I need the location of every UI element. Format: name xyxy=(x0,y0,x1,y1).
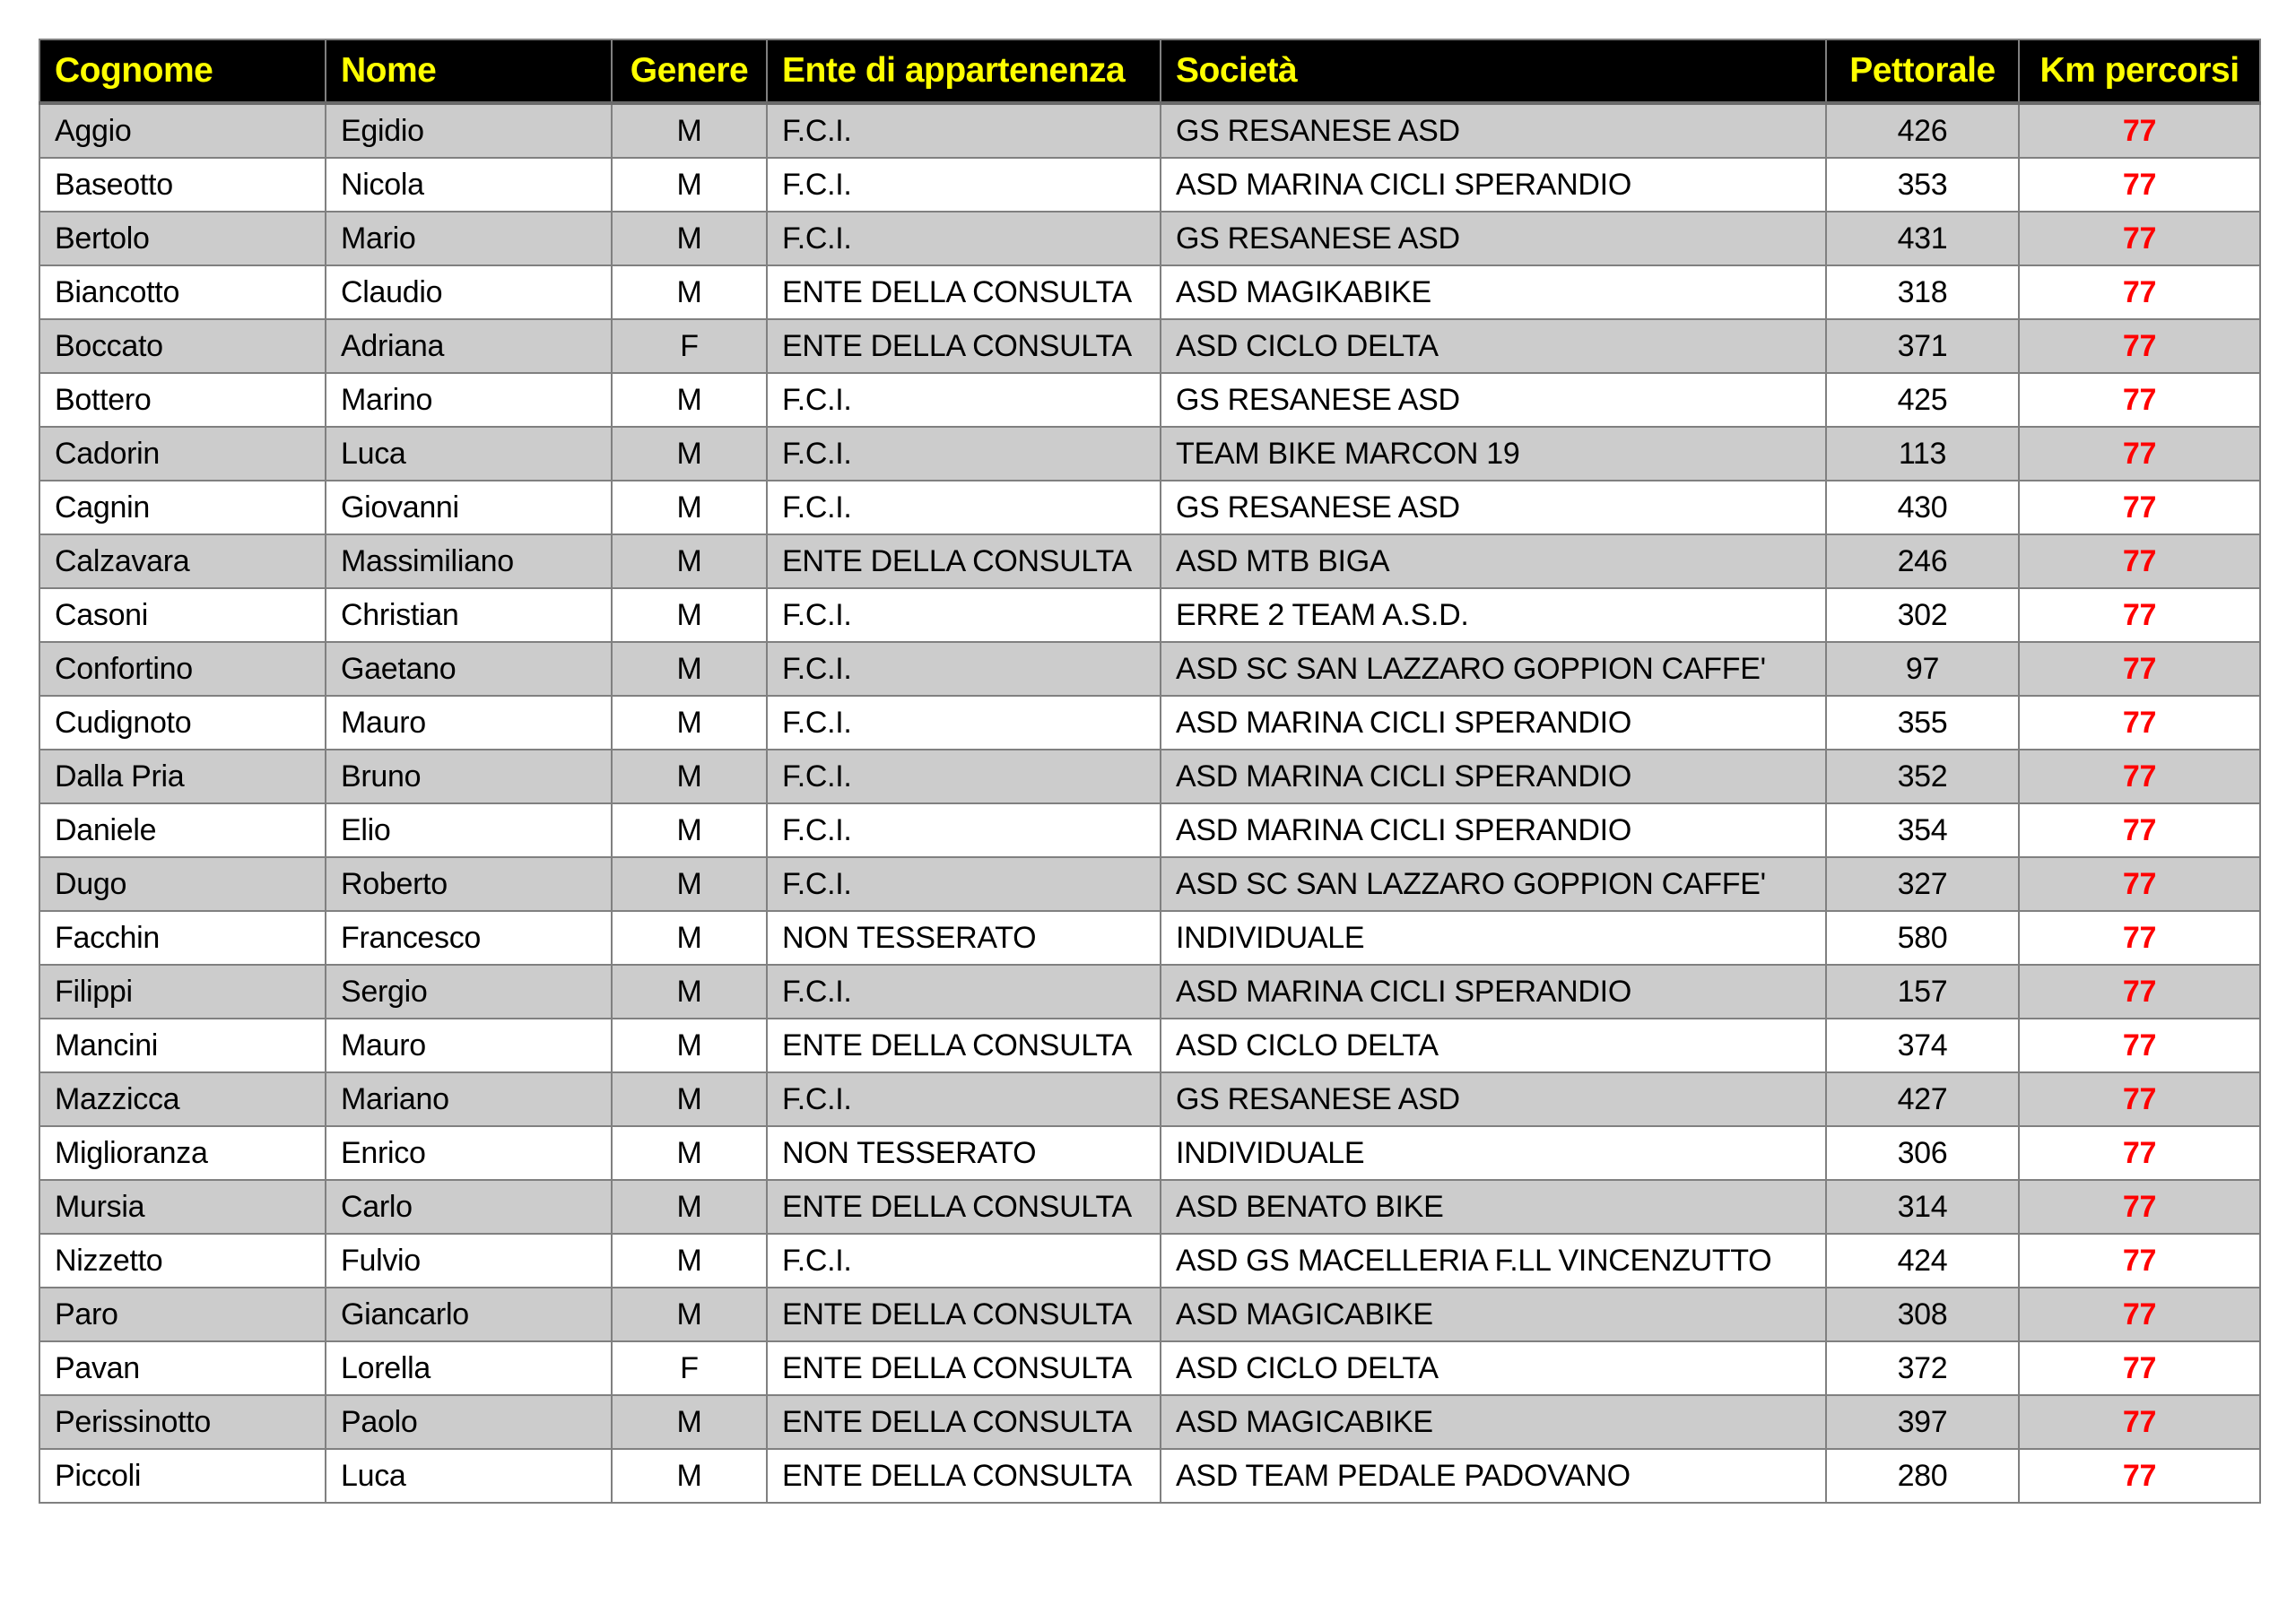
cell-km: 77 xyxy=(2019,1019,2260,1072)
cell-pettorale: 97 xyxy=(1826,642,2019,696)
cell-pettorale: 430 xyxy=(1826,481,2019,534)
cell-pettorale: 371 xyxy=(1826,319,2019,373)
cell-cognome: Paro xyxy=(39,1288,326,1341)
table-row xyxy=(39,642,2260,696)
table-row xyxy=(39,696,2260,750)
cell-km: 77 xyxy=(2019,427,2260,481)
cell-ente: F.C.I. xyxy=(767,1234,1161,1288)
cell-societa: ASD MARINA CICLI SPERANDIO xyxy=(1161,158,1826,212)
cell-ente: F.C.I. xyxy=(767,1072,1161,1126)
cell-societa: ASD BENATO BIKE xyxy=(1161,1180,1826,1234)
cell-ente: F.C.I. xyxy=(767,427,1161,481)
cell-pettorale: 397 xyxy=(1826,1395,2019,1449)
cell-km: 77 xyxy=(2019,373,2260,427)
cell-ente: F.C.I. xyxy=(767,588,1161,642)
cell-cognome: Calzavara xyxy=(39,534,326,588)
cell-pettorale: 302 xyxy=(1826,588,2019,642)
cell-nome: Massimiliano xyxy=(326,534,612,588)
cell-ente: ENTE DELLA CONSULTA xyxy=(767,1395,1161,1449)
cell-societa: GS RESANESE ASD xyxy=(1161,103,1826,158)
cell-nome: Mario xyxy=(326,212,612,265)
cell-genere: M xyxy=(612,1288,767,1341)
cell-pettorale: 306 xyxy=(1826,1126,2019,1180)
cell-societa: ASD CICLO DELTA xyxy=(1161,1341,1826,1395)
table-row xyxy=(39,1449,2260,1503)
table-row xyxy=(39,1395,2260,1449)
cell-km: 77 xyxy=(2019,481,2260,534)
cell-societa: ASD TEAM PEDALE PADOVANO xyxy=(1161,1449,1826,1503)
header-nome: Nome xyxy=(326,39,612,103)
cell-cognome: Casoni xyxy=(39,588,326,642)
table-row xyxy=(39,965,2260,1019)
cell-pettorale: 352 xyxy=(1826,750,2019,803)
cell-nome: Elio xyxy=(326,803,612,857)
cell-nome: Bruno xyxy=(326,750,612,803)
cell-genere: F xyxy=(612,319,767,373)
cell-ente: F.C.I. xyxy=(767,965,1161,1019)
cell-nome: Marino xyxy=(326,373,612,427)
cell-nome: Lorella xyxy=(326,1341,612,1395)
cell-societa: INDIVIDUALE xyxy=(1161,911,1826,965)
header-pettorale: Pettorale xyxy=(1826,39,2019,103)
cell-societa: ASD CICLO DELTA xyxy=(1161,319,1826,373)
table-body xyxy=(39,103,2260,1503)
cell-genere: M xyxy=(612,158,767,212)
cell-nome: Christian xyxy=(326,588,612,642)
header-cognome: Cognome xyxy=(39,39,326,103)
cell-km: 77 xyxy=(2019,1341,2260,1395)
cell-societa: ASD MARINA CICLI SPERANDIO xyxy=(1161,803,1826,857)
cell-genere: M xyxy=(612,265,767,319)
cell-ente: F.C.I. xyxy=(767,158,1161,212)
cell-genere: M xyxy=(612,103,767,158)
cell-km: 77 xyxy=(2019,857,2260,911)
header-genere: Genere xyxy=(612,39,767,103)
table-row xyxy=(39,158,2260,212)
cell-ente: F.C.I. xyxy=(767,373,1161,427)
table-row xyxy=(39,1341,2260,1395)
cell-genere: M xyxy=(612,642,767,696)
cell-nome: Francesco xyxy=(326,911,612,965)
cell-pettorale: 372 xyxy=(1826,1341,2019,1395)
cell-nome: Roberto xyxy=(326,857,612,911)
cell-societa: GS RESANESE ASD xyxy=(1161,212,1826,265)
cell-pettorale: 314 xyxy=(1826,1180,2019,1234)
cell-societa: ASD MARINA CICLI SPERANDIO xyxy=(1161,965,1826,1019)
cell-pettorale: 353 xyxy=(1826,158,2019,212)
cell-km: 77 xyxy=(2019,265,2260,319)
cell-km: 77 xyxy=(2019,750,2260,803)
cell-nome: Enrico xyxy=(326,1126,612,1180)
cell-km: 77 xyxy=(2019,1126,2260,1180)
cell-ente: F.C.I. xyxy=(767,481,1161,534)
cell-ente: NON TESSERATO xyxy=(767,1126,1161,1180)
cell-ente: ENTE DELLA CONSULTA xyxy=(767,1180,1161,1234)
cell-pettorale: 354 xyxy=(1826,803,2019,857)
cell-km: 77 xyxy=(2019,1234,2260,1288)
cell-cognome: Mazzicca xyxy=(39,1072,326,1126)
cell-pettorale: 308 xyxy=(1826,1288,2019,1341)
cell-societa: ASD MARINA CICLI SPERANDIO xyxy=(1161,696,1826,750)
cell-cognome: Bottero xyxy=(39,373,326,427)
cell-cognome: Baseotto xyxy=(39,158,326,212)
cell-pettorale: 157 xyxy=(1826,965,2019,1019)
table-row xyxy=(39,588,2260,642)
table-row xyxy=(39,534,2260,588)
cell-nome: Mauro xyxy=(326,696,612,750)
table-row xyxy=(39,265,2260,319)
cell-societa: ASD CICLO DELTA xyxy=(1161,1019,1826,1072)
cell-ente: F.C.I. xyxy=(767,212,1161,265)
table-row xyxy=(39,319,2260,373)
cell-cognome: Bertolo xyxy=(39,212,326,265)
cell-cognome: Perissinotto xyxy=(39,1395,326,1449)
cell-genere: M xyxy=(612,212,767,265)
cell-cognome: Cudignoto xyxy=(39,696,326,750)
cell-ente: F.C.I. xyxy=(767,857,1161,911)
cell-societa: ASD SC SAN LAZZARO GOPPION CAFFE' xyxy=(1161,857,1826,911)
cell-cognome: Dugo xyxy=(39,857,326,911)
cell-pettorale: 246 xyxy=(1826,534,2019,588)
cell-societa: ASD SC SAN LAZZARO GOPPION CAFFE' xyxy=(1161,642,1826,696)
cell-genere: M xyxy=(612,965,767,1019)
cell-pettorale: 318 xyxy=(1826,265,2019,319)
cell-societa: ASD MAGICABIKE xyxy=(1161,1395,1826,1449)
cell-genere: M xyxy=(612,1234,767,1288)
cell-ente: ENTE DELLA CONSULTA xyxy=(767,1449,1161,1503)
cell-km: 77 xyxy=(2019,1449,2260,1503)
cell-nome: Claudio xyxy=(326,265,612,319)
cell-societa: ASD MTB BIGA xyxy=(1161,534,1826,588)
cell-ente: F.C.I. xyxy=(767,642,1161,696)
table-row xyxy=(39,427,2260,481)
table-row xyxy=(39,373,2260,427)
cell-nome: Carlo xyxy=(326,1180,612,1234)
cell-societa: GS RESANESE ASD xyxy=(1161,373,1826,427)
header-societa: Società xyxy=(1161,39,1826,103)
cell-ente: F.C.I. xyxy=(767,696,1161,750)
cell-pettorale: 426 xyxy=(1826,103,2019,158)
cell-cognome: Pavan xyxy=(39,1341,326,1395)
table-row xyxy=(39,1126,2260,1180)
cell-genere: M xyxy=(612,427,767,481)
cell-genere: M xyxy=(612,1180,767,1234)
table-row xyxy=(39,481,2260,534)
cell-pettorale: 355 xyxy=(1826,696,2019,750)
results-table xyxy=(39,39,2261,1504)
cell-nome: Paolo xyxy=(326,1395,612,1449)
cell-societa: TEAM BIKE MARCON 19 xyxy=(1161,427,1826,481)
cell-cognome: Piccoli xyxy=(39,1449,326,1503)
cell-societa: ASD MAGICABIKE xyxy=(1161,1288,1826,1341)
cell-km: 77 xyxy=(2019,1288,2260,1341)
cell-societa: ASD GS MACELLERIA F.LL VINCENZUTTO xyxy=(1161,1234,1826,1288)
cell-cognome: Mancini xyxy=(39,1019,326,1072)
cell-ente: NON TESSERATO xyxy=(767,911,1161,965)
cell-genere: M xyxy=(612,750,767,803)
cell-genere: M xyxy=(612,1072,767,1126)
cell-km: 77 xyxy=(2019,212,2260,265)
cell-societa: ASD MARINA CICLI SPERANDIO xyxy=(1161,750,1826,803)
cell-km: 77 xyxy=(2019,696,2260,750)
table-header xyxy=(39,39,2260,103)
table-row xyxy=(39,1288,2260,1341)
cell-pettorale: 427 xyxy=(1826,1072,2019,1126)
cell-cognome: Nizzetto xyxy=(39,1234,326,1288)
cell-genere: M xyxy=(612,1019,767,1072)
cell-societa: ERRE 2 TEAM A.S.D. xyxy=(1161,588,1826,642)
cell-ente: ENTE DELLA CONSULTA xyxy=(767,319,1161,373)
cell-km: 77 xyxy=(2019,158,2260,212)
header-row xyxy=(39,39,2260,103)
cell-km: 77 xyxy=(2019,588,2260,642)
cell-societa: ASD MAGIKABIKE xyxy=(1161,265,1826,319)
cell-cognome: Miglioranza xyxy=(39,1126,326,1180)
table-row xyxy=(39,750,2260,803)
cell-societa: GS RESANESE ASD xyxy=(1161,481,1826,534)
cell-genere: M xyxy=(612,911,767,965)
cell-pettorale: 424 xyxy=(1826,1234,2019,1288)
cell-genere: M xyxy=(612,1126,767,1180)
cell-ente: ENTE DELLA CONSULTA xyxy=(767,265,1161,319)
cell-genere: M xyxy=(612,1395,767,1449)
cell-genere: M xyxy=(612,803,767,857)
cell-cognome: Dalla Pria xyxy=(39,750,326,803)
cell-pettorale: 580 xyxy=(1826,911,2019,965)
cell-km: 77 xyxy=(2019,319,2260,373)
cell-cognome: Cagnin xyxy=(39,481,326,534)
cell-pettorale: 280 xyxy=(1826,1449,2019,1503)
cell-nome: Fulvio xyxy=(326,1234,612,1288)
cell-ente: F.C.I. xyxy=(767,803,1161,857)
cell-ente: F.C.I. xyxy=(767,103,1161,158)
cell-nome: Luca xyxy=(326,1449,612,1503)
header-ente: Ente di appartenenza xyxy=(767,39,1161,103)
cell-pettorale: 113 xyxy=(1826,427,2019,481)
cell-pettorale: 374 xyxy=(1826,1019,2019,1072)
cell-nome: Egidio xyxy=(326,103,612,158)
cell-ente: F.C.I. xyxy=(767,750,1161,803)
cell-km: 77 xyxy=(2019,1180,2260,1234)
cell-nome: Adriana xyxy=(326,319,612,373)
cell-cognome: Aggio xyxy=(39,103,326,158)
header-km: Km percorsi xyxy=(2019,39,2260,103)
table-row xyxy=(39,212,2260,265)
cell-km: 77 xyxy=(2019,911,2260,965)
cell-ente: ENTE DELLA CONSULTA xyxy=(767,1341,1161,1395)
cell-km: 77 xyxy=(2019,1072,2260,1126)
table-row xyxy=(39,803,2260,857)
cell-cognome: Filippi xyxy=(39,965,326,1019)
cell-societa: GS RESANESE ASD xyxy=(1161,1072,1826,1126)
cell-nome: Giancarlo xyxy=(326,1288,612,1341)
cell-ente: ENTE DELLA CONSULTA xyxy=(767,1288,1161,1341)
table-row xyxy=(39,1019,2260,1072)
cell-cognome: Mursia xyxy=(39,1180,326,1234)
cell-cognome: Confortino xyxy=(39,642,326,696)
cell-ente: ENTE DELLA CONSULTA xyxy=(767,534,1161,588)
cell-genere: M xyxy=(612,481,767,534)
cell-km: 77 xyxy=(2019,1395,2260,1449)
cell-km: 77 xyxy=(2019,103,2260,158)
cell-genere: F xyxy=(612,1341,767,1395)
cell-nome: Nicola xyxy=(326,158,612,212)
cell-pettorale: 327 xyxy=(1826,857,2019,911)
table-row xyxy=(39,103,2260,158)
cell-genere: M xyxy=(612,857,767,911)
table-row xyxy=(39,911,2260,965)
cell-cognome: Daniele xyxy=(39,803,326,857)
table-row xyxy=(39,1234,2260,1288)
cell-km: 77 xyxy=(2019,534,2260,588)
cell-nome: Giovanni xyxy=(326,481,612,534)
cell-nome: Mauro xyxy=(326,1019,612,1072)
cell-pettorale: 431 xyxy=(1826,212,2019,265)
cell-km: 77 xyxy=(2019,642,2260,696)
cell-nome: Sergio xyxy=(326,965,612,1019)
cell-cognome: Biancotto xyxy=(39,265,326,319)
cell-km: 77 xyxy=(2019,965,2260,1019)
cell-km: 77 xyxy=(2019,803,2260,857)
cell-nome: Gaetano xyxy=(326,642,612,696)
cell-genere: M xyxy=(612,1449,767,1503)
cell-cognome: Boccato xyxy=(39,319,326,373)
cell-cognome: Cadorin xyxy=(39,427,326,481)
table-row xyxy=(39,1180,2260,1234)
cell-genere: M xyxy=(612,588,767,642)
cell-genere: M xyxy=(612,534,767,588)
cell-societa: INDIVIDUALE xyxy=(1161,1126,1826,1180)
table-row xyxy=(39,1072,2260,1126)
cell-genere: M xyxy=(612,696,767,750)
table-row xyxy=(39,857,2260,911)
cell-nome: Mariano xyxy=(326,1072,612,1126)
cell-ente: ENTE DELLA CONSULTA xyxy=(767,1019,1161,1072)
cell-cognome: Facchin xyxy=(39,911,326,965)
cell-pettorale: 425 xyxy=(1826,373,2019,427)
cell-genere: M xyxy=(612,373,767,427)
cell-nome: Luca xyxy=(326,427,612,481)
